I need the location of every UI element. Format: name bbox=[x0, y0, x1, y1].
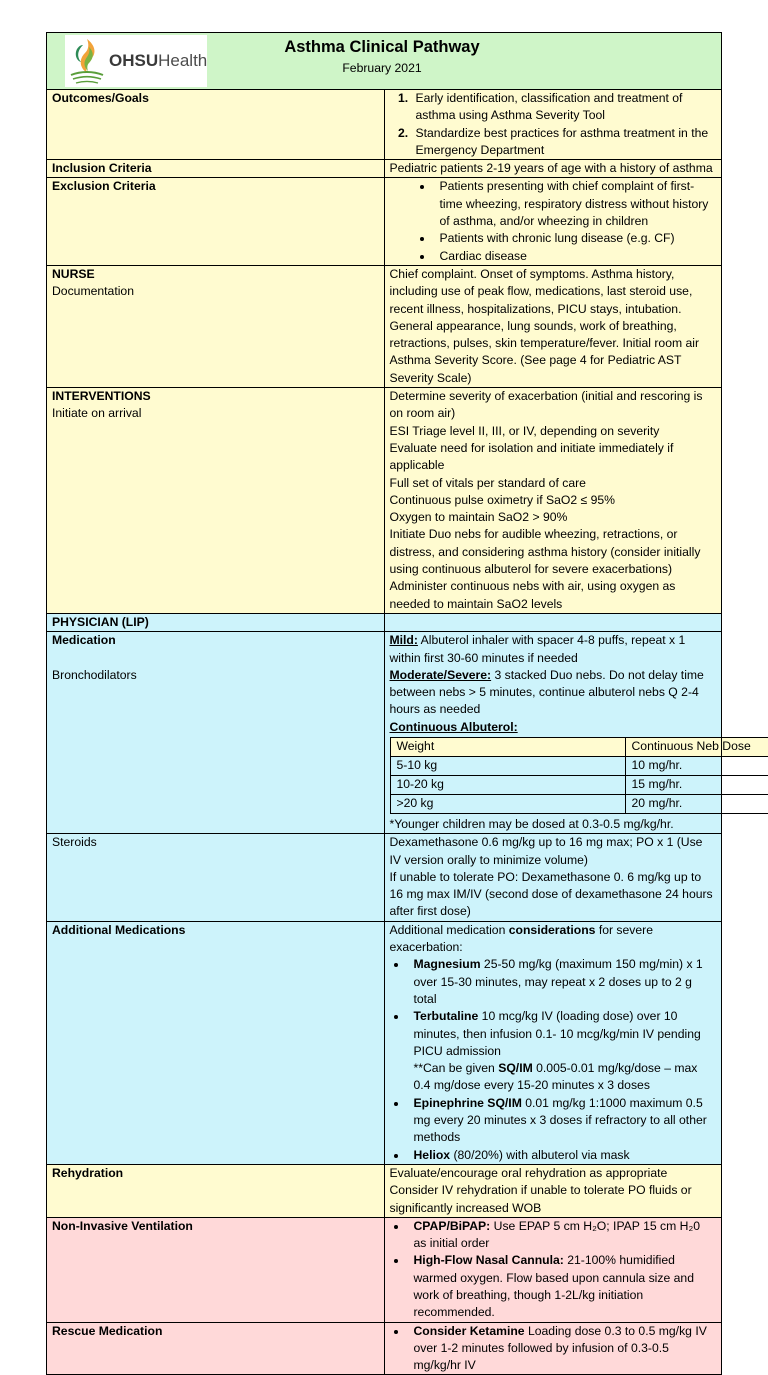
ohsu-flame-icon bbox=[65, 35, 109, 87]
interventions-label-cell bbox=[47, 388, 385, 614]
additional-intro: Additional medication considerations for severe exacerbation: bbox=[390, 922, 717, 957]
nurse-text: Chief complaint. Onset of symptoms. Asthma history, including use of peak flow, medications, last steroid use, recent illness, hospitalizations, PICU stays, intubation. General appearance, lung sounds, work of breathing, retractions, pulses, skin temperature/fever. Initial room air Asthma Severity Score. (See page 4 for Pediatric AST Severity Scale) bbox=[384, 265, 722, 387]
continuous-label: Continuous Albuterol: bbox=[390, 719, 717, 736]
intervention-line: ESI Triage level II, III, or IV, depending on severity bbox=[390, 423, 717, 440]
niv-label: Non-Invasive Ventilation bbox=[47, 1217, 385, 1322]
table-row: 5-10 kg 10 mg/hr. bbox=[390, 756, 768, 775]
page-title: Asthma Clinical Pathway bbox=[277, 36, 487, 58]
table-row: >20 kg 20 mg/hr. bbox=[390, 794, 768, 813]
nurse-label: NURSE bbox=[52, 266, 379, 283]
nurse-sublabel: Documentation bbox=[52, 283, 379, 300]
rehydration-label: Rehydration bbox=[47, 1164, 385, 1217]
list-item: • CPAP/BiPAP: Use EPAP 5 cm H₂O; IPAP 15 cm H₂0 as initial order bbox=[408, 1218, 717, 1253]
exclusion-cell bbox=[384, 178, 722, 265]
intervention-line: Determine severity of exacerbation (initial and rescoring is on room air) bbox=[390, 388, 717, 423]
inclusion-label: Inclusion Criteria bbox=[47, 160, 385, 178]
terbutaline-note: **Can be given SQ/IM 0.005-0.01 mg/kg/dose – max 0.4 mg/dose every 15-20 minutes x 3 doses bbox=[414, 1060, 717, 1095]
niv-cell bbox=[384, 1217, 722, 1322]
interventions-label: INTERVENTIONS bbox=[52, 388, 379, 405]
dose-table bbox=[390, 737, 768, 814]
rehydration-line: Consider IV rehydration if unable to tolerate PO fluids or significantly increased WOB bbox=[390, 1182, 717, 1217]
list-item: • High-Flow Nasal Cannula: 21-100% humidified warmed oxygen. Flow based upon cannula size and work of breathing, though 1-2L/kg initiation recommended. bbox=[408, 1252, 717, 1321]
table-header: Continuous Neb Dose bbox=[625, 737, 768, 756]
medication-sublabel: Bronchodilators bbox=[52, 667, 379, 684]
steroid-line: If unable to tolerate PO: Dexamethasone 0. 6 mg/kg up to 16 mg max IM/IV (second dose of dexamethasone 24 hours after first dose) bbox=[390, 869, 717, 921]
logo-text-bold: OHSU bbox=[109, 51, 158, 70]
goal-item: 2. Standardize best practices for asthma treatment in the Emergency Department bbox=[412, 125, 717, 160]
physician-empty bbox=[384, 613, 722, 631]
interventions-cell bbox=[384, 388, 722, 614]
physician-label: PHYSICIAN (LIP) bbox=[47, 613, 385, 631]
intervention-line: Administer continuous nebs with air, using oxygen as needed to maintain SaO2 levels bbox=[390, 578, 717, 613]
list-item: • Patients with chronic lung disease (e.g. CF) bbox=[434, 230, 717, 247]
list-item: • Terbutaline 10 mcg/kg IV (loading dose) over 10 minutes, then infusion 0.1- 10 mcg/kg/min IV pending PICU admission **Can be given SQ/IM 0.005-0.01 mg/kg/dose – max 0.4 mg/dose every 15-20 minutes x 3 doses bbox=[408, 1008, 717, 1094]
mild-line: Mild: Albuterol inhaler with spacer 4-8 puffs, repeat x 1 within first 30-60 minutes if needed bbox=[390, 632, 717, 667]
list-item: • Patients presenting with chief complaint of first-time wheezing, respiratory distress without history of asthma, and/or wheezing in children bbox=[434, 178, 717, 230]
exclusion-label: Exclusion Criteria bbox=[47, 178, 385, 265]
intervention-line: Oxygen to maintain SaO2 > 90% bbox=[390, 509, 717, 526]
moderate-line: Moderate/Severe: 3 stacked Duo nebs. Do not delay time between nebs > 5 minutes, continue albuterol nebs Q 2-4 hours as needed bbox=[390, 667, 717, 719]
additional-cell bbox=[384, 921, 722, 1164]
intervention-line: Continuous pulse oximetry if SaO2 ≤ 95% bbox=[390, 492, 717, 509]
moderate-label: Moderate/Severe: bbox=[390, 668, 492, 682]
pathway-table bbox=[46, 32, 722, 1375]
logo-text: Health bbox=[158, 51, 207, 70]
list-item: • Epinephrine SQ/IM 0.01 mg/kg 1:1000 maximum 0.5 mg every 20 minutes x 3 doses if refractory to all other methods bbox=[408, 1095, 717, 1147]
list-item: • Magnesium 25-50 mg/kg (maximum 150 mg/min) x 1 over 15-30 minutes, may repeat x 2 doses up to 2 g total bbox=[408, 956, 717, 1008]
additional-label: Additional Medications bbox=[47, 921, 385, 1164]
medication-footnote: *Younger children may be dosed at 0.3-0.5 mg/kg/hr. bbox=[390, 816, 717, 833]
rehydration-cell bbox=[384, 1164, 722, 1217]
list-item: • Consider Ketamine Loading dose 0.3 to 0.5 mg/kg IV over 1-2 minutes followed by infusion of 0.3-0.5 mg/kg/hr IV bbox=[408, 1323, 717, 1375]
steroids-label: Steroids bbox=[47, 834, 385, 921]
rescue-cell bbox=[384, 1322, 722, 1375]
goal-item: 1. Early identification, classification and treatment of asthma using Asthma Severity Tool bbox=[412, 90, 717, 125]
interventions-sublabel: Initiate on arrival bbox=[52, 405, 379, 422]
table-header: Weight bbox=[390, 737, 625, 756]
intervention-line: Evaluate need for isolation and initiate immediately if applicable bbox=[390, 440, 717, 475]
steroids-cell bbox=[384, 834, 722, 921]
outcomes-label: Outcomes/Goals bbox=[47, 90, 385, 160]
medication-label-cell bbox=[47, 632, 385, 834]
ohsu-logo bbox=[65, 35, 207, 87]
list-item: • Heliox (80/20%) with albuterol via mask bbox=[408, 1147, 717, 1164]
mild-label: Mild: bbox=[390, 633, 418, 647]
steroid-line: Dexamethasone 0.6 mg/kg up to 16 mg max; PO x 1 (Use IV version orally to minimize volume) bbox=[390, 834, 717, 869]
table-row: 10-20 kg 15 mg/hr. bbox=[390, 775, 768, 794]
rehydration-line: Evaluate/encourage oral rehydration as appropriate bbox=[390, 1165, 717, 1182]
header-cell bbox=[47, 33, 722, 90]
nurse-label-cell bbox=[47, 265, 385, 387]
page-date: February 2021 bbox=[277, 58, 487, 78]
list-item: • Cardiac disease bbox=[434, 248, 717, 265]
inclusion-text: Pediatric patients 2-19 years of age with a history of asthma bbox=[384, 160, 722, 178]
medication-label: Medication bbox=[52, 632, 379, 649]
outcomes-cell bbox=[384, 90, 722, 160]
rescue-label: Rescue Medication bbox=[47, 1322, 385, 1375]
intervention-line: Initiate Duo nebs for audible wheezing, retractions, or distress, and considering asthma history (consider initially using continuous albuterol for severe exacerbations) bbox=[390, 526, 717, 578]
medication-cell bbox=[384, 632, 722, 834]
intervention-line: Full set of vitals per standard of care bbox=[390, 475, 717, 492]
